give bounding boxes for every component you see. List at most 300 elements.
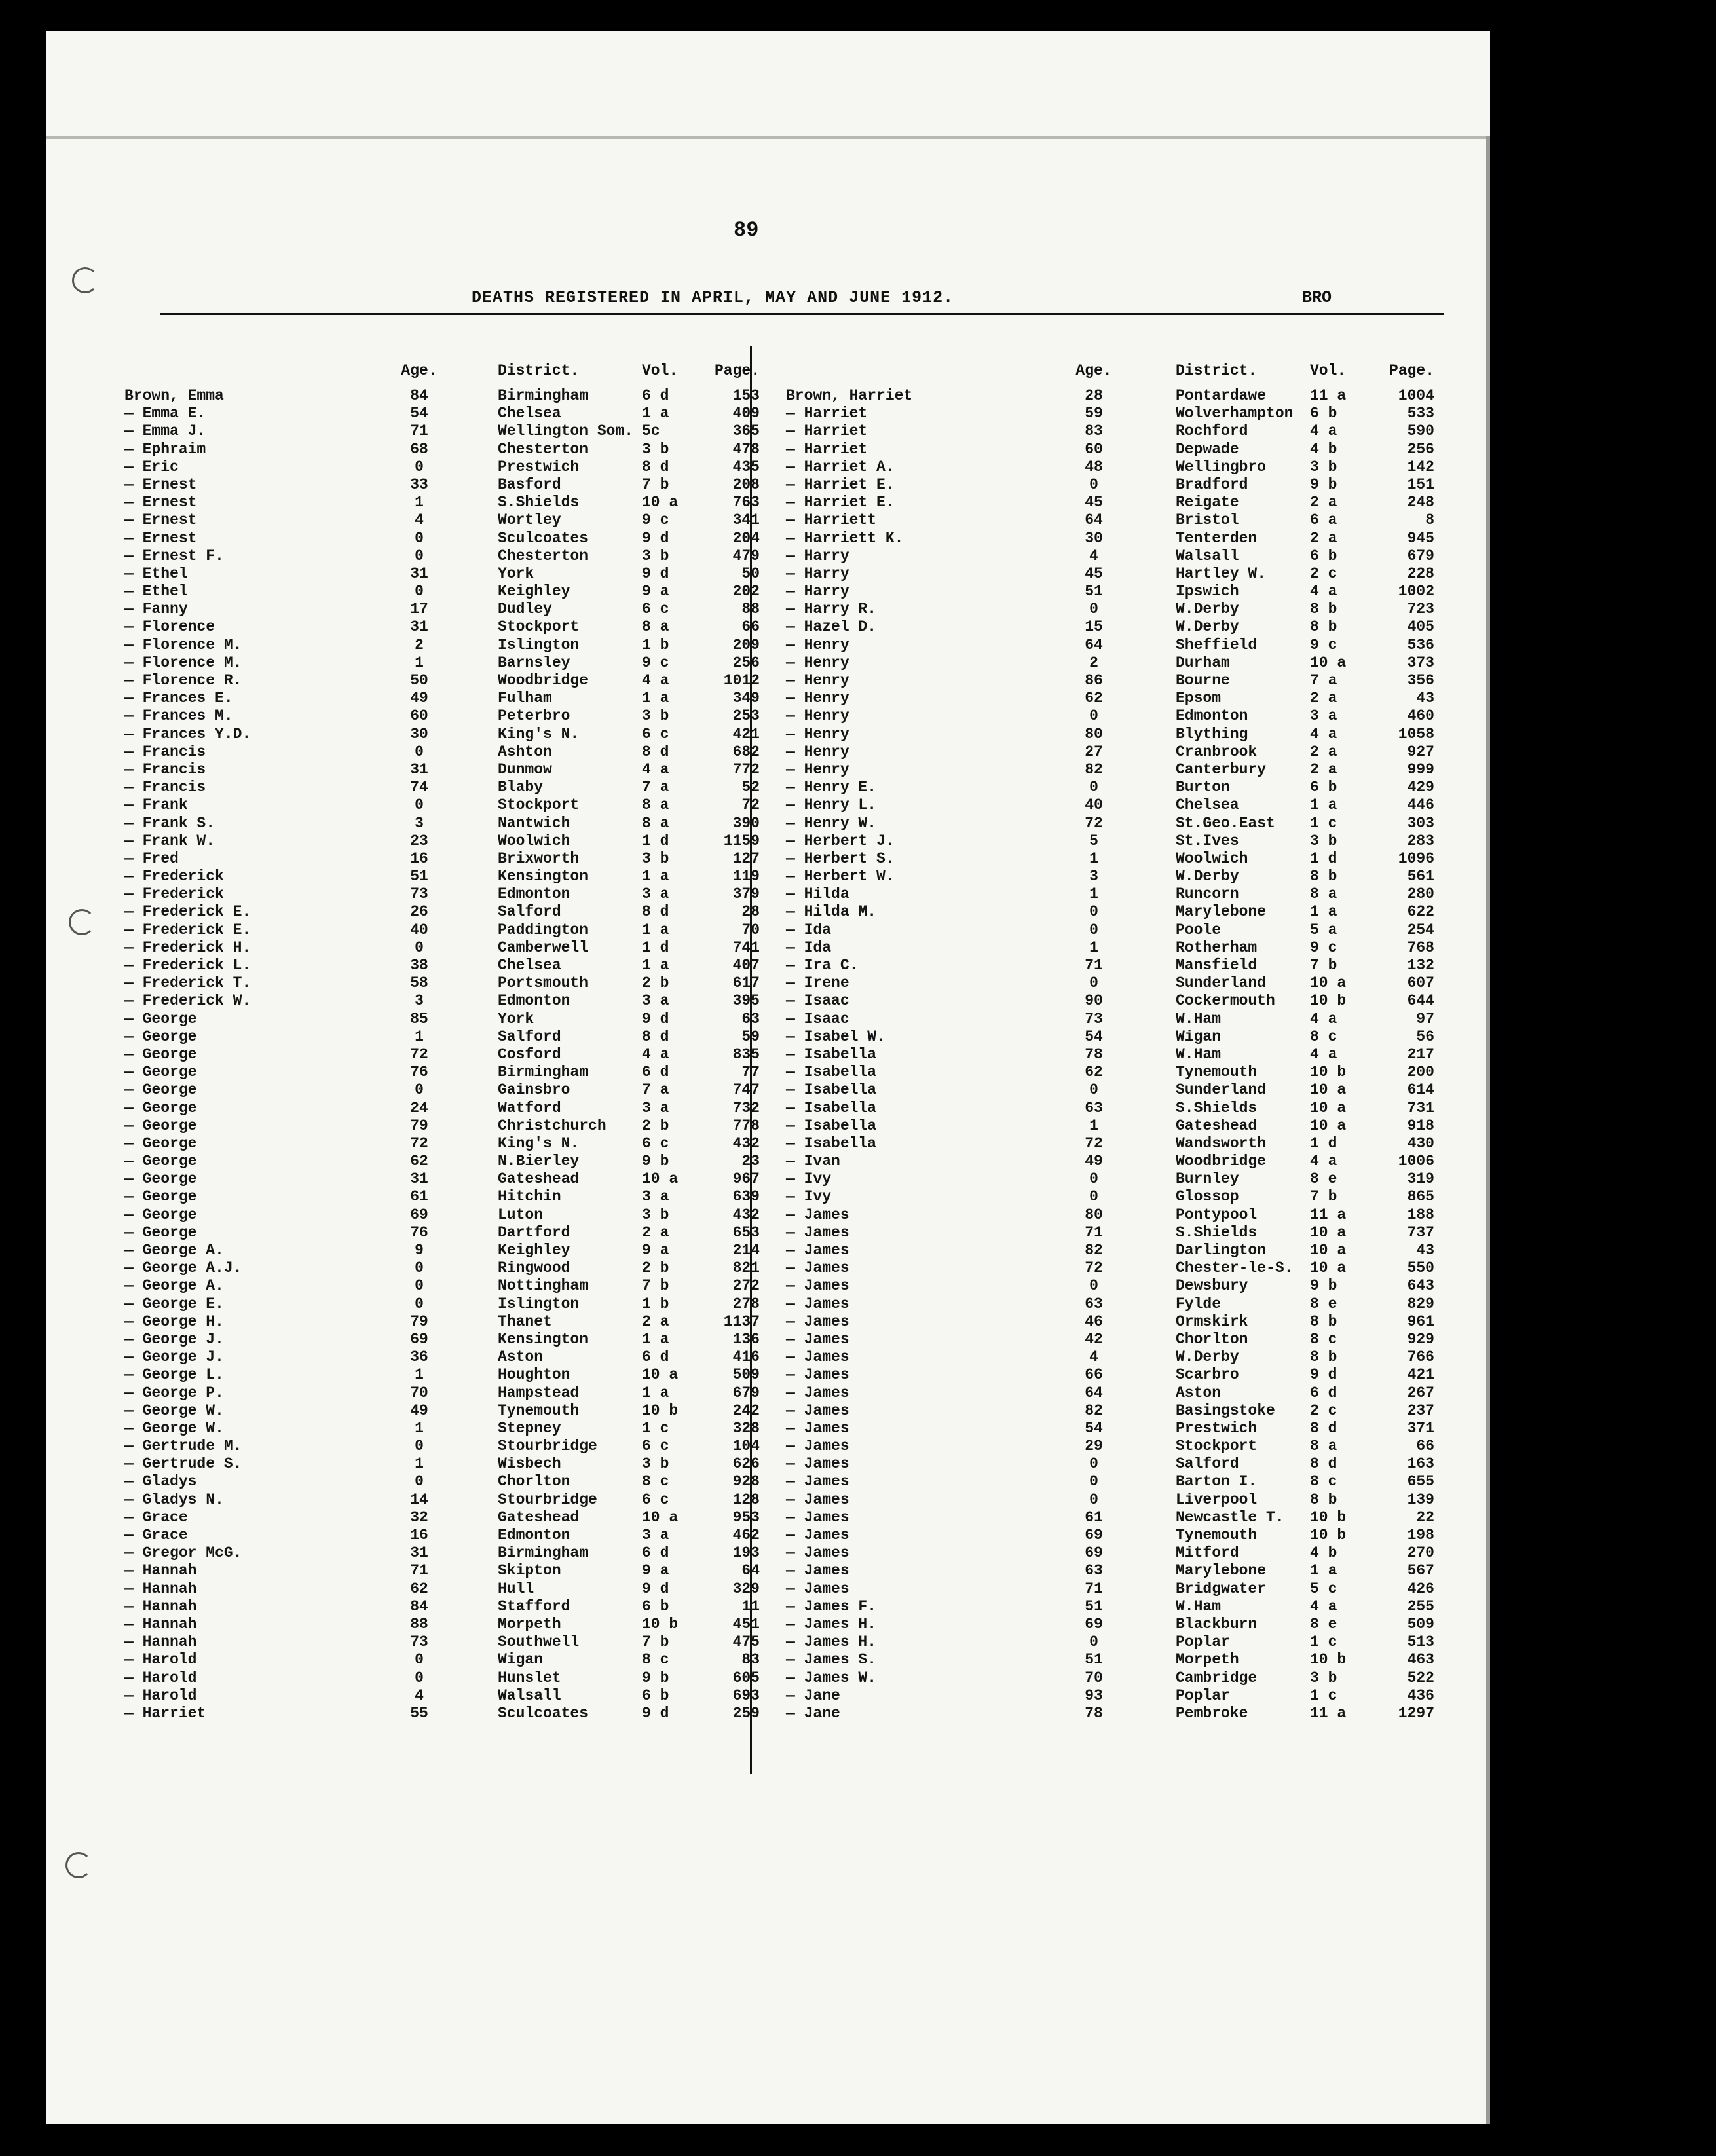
table-row [786,618,1434,636]
entry-age: 0 [1089,1170,1098,1188]
table-row [124,1544,773,1562]
entry-name: — James [786,1544,849,1562]
entry-age: 54 [410,405,428,422]
entry-page: 66 [741,618,760,636]
table-row [124,1011,773,1028]
entry-name: — Hilda [786,885,849,903]
entry-page: 513 [1407,1633,1434,1651]
entry-page: 653 [732,1223,760,1241]
table-row [124,1366,773,1384]
entry-district: Barton I. [1176,1473,1258,1491]
entry-age: 76 [410,1064,428,1081]
entry-name: — Ernest [124,529,197,547]
entry-age: 0 [1089,1277,1098,1295]
entry-page: 741 [732,939,760,956]
entry-page: 1006 [1398,1153,1434,1170]
entry-volume: 6 d [642,1544,669,1562]
entry-name: — George A.J. [124,1259,242,1277]
table-row [124,1028,773,1046]
table-row [124,1420,773,1438]
entry-age: 62 [1085,690,1103,707]
entry-district: Stafford [498,1597,570,1615]
entry-name: — Frederick E. [124,921,252,939]
table-row [124,903,773,921]
table-row [786,690,1434,707]
entry-age: 72 [1085,814,1103,832]
entry-district: Canterbury [1176,760,1267,778]
entry-name: — Isabella [786,1134,877,1152]
entry-page: 463 [1407,1651,1434,1669]
entry-volume: 6 c [642,1491,669,1508]
entry-district: Blackburn [1176,1615,1258,1633]
entry-age: 0 [1089,975,1098,992]
entry-name: — Frederick T. [124,975,252,992]
table-row [786,1420,1434,1438]
entry-district: Kensington [498,868,589,885]
entry-district: Salford [1176,1455,1239,1473]
entry-age: 40 [1085,796,1103,814]
table-row [786,1170,1434,1188]
entry-volume: 10 b [1310,1651,1347,1669]
entry-name: — George [124,1134,197,1152]
entry-age: 71 [410,1562,428,1580]
entry-age: 69 [410,1330,428,1348]
table-row [786,1348,1434,1366]
entry-name: — Ernest F. [124,547,224,565]
entry-volume: 7 b [642,475,669,493]
entry-district: Morpeth [1176,1651,1239,1669]
entry-name: — Harry R. [786,601,877,618]
entry-age: 16 [410,849,428,867]
entry-volume: 8 a [1310,1438,1337,1455]
entry-volume: 8 a [642,814,669,832]
entry-name: — Herbert W. [786,868,895,885]
entry-page: 451 [732,1615,760,1633]
entry-name: — George A. [124,1277,224,1295]
entry-volume: 8 b [1310,1491,1337,1508]
entry-district: Depwade [1176,440,1239,458]
entry-district: Chelsea [498,405,561,422]
entry-age: 55 [410,1704,428,1722]
entry-district: Sculcoates [498,529,589,547]
entry-age: 3 [1089,868,1098,885]
entry-page: 622 [1407,903,1434,921]
entry-page: 731 [1407,1099,1434,1117]
entry-age: 0 [1089,1188,1098,1206]
entry-district: Rotherham [1176,939,1258,956]
entry-page: 655 [1407,1473,1434,1491]
table-row [786,957,1434,975]
entry-age: 62 [410,1580,428,1597]
entry-age: 1 [1089,1117,1098,1134]
table-row [124,618,773,636]
right-column [786,362,1434,1722]
entry-age: 42 [1085,1330,1103,1348]
entry-age: 4 [1089,1348,1098,1366]
table-row [124,1385,773,1402]
entry-volume: 4 a [642,1045,669,1063]
table-row [124,1135,773,1153]
entry-volume: 6 c [642,725,669,743]
entry-age: 73 [1085,1010,1103,1028]
entry-age: 33 [410,475,428,493]
entry-page: 561 [1407,868,1434,885]
entry-age: 85 [410,1010,428,1028]
entry-name: — Harriet [786,440,868,458]
table-row [124,458,773,476]
entry-page: 153 [732,387,760,404]
entry-age: 0 [1089,1081,1098,1099]
entry-page: 407 [732,957,760,974]
entry-district: Edmonton [1176,707,1248,725]
entry-age: 70 [1085,1669,1103,1686]
entry-volume: 6 b [1310,779,1337,796]
entry-age: 51 [410,868,428,885]
entry-age: 61 [1085,1508,1103,1526]
entry-volume: 11 a [1310,387,1347,404]
entry-district: W.Derby [1176,1348,1239,1366]
entry-volume: 3 a [642,885,669,903]
entry-volume: 7 b [642,1633,669,1651]
entry-page: 929 [1407,1330,1434,1348]
entry-volume: 9 b [1310,475,1337,493]
entry-name: — Harriet [124,1704,206,1722]
entry-page: 188 [1407,1206,1434,1223]
entry-volume: 8 d [642,1028,669,1045]
entry-volume: 6 a [1310,511,1337,529]
entry-page: 644 [1407,992,1434,1010]
entry-age: 71 [1085,1580,1103,1597]
entry-name: — Ida [786,921,832,939]
entry-page: 43 [1416,690,1434,707]
entry-name: — James [786,1527,849,1544]
entry-volume: 3 b [642,1206,669,1223]
entry-district: Ringwood [498,1259,570,1277]
entry-volume: 3 a [1310,707,1337,725]
entry-page: 732 [732,1099,760,1117]
entry-volume: 5c [642,422,660,440]
entry-age: 82 [1085,1402,1103,1419]
entry-age: 71 [1085,1223,1103,1241]
entry-age: 1 [415,654,424,671]
entry-page: 967 [732,1170,760,1188]
entry-age: 0 [415,1259,424,1277]
entry-volume: 9 c [1310,636,1337,654]
entry-name: — Ira C. [786,957,859,974]
entry-page: 200 [1407,1064,1434,1081]
table-row [786,1153,1434,1170]
entry-page: 237 [1407,1402,1434,1419]
entry-age: 31 [410,760,428,778]
entry-page: 64 [741,1562,760,1580]
table-row [786,921,1434,939]
entry-name: — Ernest [124,494,197,511]
entry-page: 475 [732,1633,760,1651]
entry-name: — James [786,1455,849,1473]
table-row [124,690,773,707]
entry-name: — Frank [124,796,188,814]
table-row [124,476,773,494]
entry-age: 1 [415,1419,424,1437]
entry-name: — Henry [786,725,849,743]
entry-age: 3 [415,992,424,1010]
entry-page: 1297 [1398,1704,1434,1722]
table-row [124,494,773,511]
entry-volume: 2 a [642,1223,669,1241]
table-row [124,815,773,832]
entry-page: 409 [732,405,760,422]
entry-page: 8 [1425,511,1434,529]
entry-volume: 6 d [642,1348,669,1366]
entry-name: — Harold [124,1651,197,1669]
entry-volume: 10 a [1310,1223,1347,1241]
entry-district: Woodbridge [1176,1153,1267,1170]
table-row [786,779,1434,796]
entry-name: — Grace [124,1527,188,1544]
entry-name: — Harriet E. [786,475,895,493]
entry-district: Tynemouth [1176,1064,1258,1081]
entry-volume: 4 a [642,672,669,689]
entry-volume: 9 c [642,654,669,671]
table-row [786,1455,1434,1473]
entry-district: Chelsea [498,957,561,974]
table-row [124,565,773,583]
entry-age: 84 [410,387,428,404]
entry-age: 46 [1085,1312,1103,1330]
entry-district: Bridgwater [1176,1580,1267,1597]
punch-hole-icon [72,267,98,293]
entry-age: 51 [1085,1597,1103,1615]
entry-volume: 9 a [642,1242,669,1259]
entry-age: 0 [415,939,424,956]
entry-name: Brown, Harriet [786,387,913,404]
entry-district: Keighley [498,583,570,601]
left-column [124,362,773,1722]
entry-age: 1 [415,1028,424,1045]
entry-volume: 8 c [1310,1028,1337,1045]
entry-age: 29 [1085,1438,1103,1455]
entry-volume: 8 b [1310,1312,1337,1330]
entry-district: Woolwich [1176,849,1248,867]
entry-age: 0 [1089,1633,1098,1651]
entry-page: 953 [732,1508,760,1526]
entry-page: 132 [1407,957,1434,974]
entry-age: 0 [415,1473,424,1491]
district-header: District. [1176,362,1258,379]
entry-volume: 8 d [642,743,669,760]
table-row [124,1242,773,1259]
table-row [786,672,1434,690]
entry-page: 462 [732,1527,760,1544]
entry-age: 82 [1085,760,1103,778]
entry-district: Wellingbro [1176,458,1267,475]
table-row [124,1527,773,1544]
entry-district: Chester-le-S. [1176,1259,1294,1277]
entry-volume: 8 c [642,1473,669,1491]
entry-volume: 2 a [1310,760,1337,778]
entry-district: Birmingham [498,387,589,404]
entry-volume: 2 a [1310,690,1337,707]
entry-name: — Frederick L. [124,957,252,974]
table-row [786,1117,1434,1135]
entry-age: 71 [1085,957,1103,974]
entry-page: 56 [1416,1028,1434,1045]
entry-volume: 3 b [1310,1669,1337,1686]
entry-district: Stockport [498,796,580,814]
entry-name: — Gladys [124,1473,197,1491]
entry-volume: 4 a [1310,583,1337,601]
entry-name: — Isabella [786,1045,877,1063]
entry-name: — Harriet E. [786,494,895,511]
entry-volume: 10 a [1310,654,1347,671]
table-row [786,1473,1434,1491]
table-row [786,1011,1434,1028]
entry-volume: 3 b [642,707,669,725]
entry-age: 1 [415,1455,424,1473]
entry-district: Gateshead [1176,1117,1258,1134]
entry-age: 73 [410,885,428,903]
entry-volume: 1 c [1310,1633,1337,1651]
entry-page: 550 [1407,1259,1434,1277]
entry-district: Burnley [1176,1170,1239,1188]
entry-volume: 9 d [1310,1366,1337,1384]
table-row [786,1616,1434,1633]
entry-district: Stourbridge [498,1491,597,1508]
table-row [124,1402,773,1420]
entry-volume: 2 b [642,1259,669,1277]
entry-name: — James [786,1312,849,1330]
entry-name: — George [124,1045,197,1063]
entry-name: — Henry [786,707,849,725]
entry-name: — Frances M. [124,707,233,725]
entry-volume: 3 b [642,547,669,565]
entry-volume: 10 a [642,1170,679,1188]
table-row [786,1028,1434,1046]
entry-name: — Ephraim [124,440,206,458]
entry-volume: 8 d [642,458,669,475]
entry-name: — Eric [124,458,179,475]
entry-name: — Hannah [124,1562,197,1580]
entry-age: 63 [1085,1562,1103,1580]
entry-page: 679 [732,1384,760,1402]
entry-volume: 1 a [642,868,669,885]
index-code: BRO [1302,288,1332,307]
entry-age: 78 [1085,1704,1103,1722]
entry-page: 643 [1407,1277,1434,1295]
entry-page: 259 [732,1704,760,1722]
entry-age: 0 [415,796,424,814]
entry-age: 72 [410,1134,428,1152]
entry-age: 70 [410,1384,428,1402]
entry-page: 139 [1407,1491,1434,1508]
entry-volume: 4 a [1310,422,1337,440]
entry-name: — George J. [124,1330,224,1348]
table-row [786,1046,1434,1064]
entry-volume: 9 a [642,583,669,601]
entry-age: 60 [1085,440,1103,458]
entry-page: 319 [1407,1170,1434,1188]
entry-page: 460 [1407,707,1434,725]
table-row [786,850,1434,868]
table-row [786,476,1434,494]
entry-volume: 3 b [642,849,669,867]
entry-age: 51 [1085,583,1103,601]
entry-name: — Herbert S. [786,849,895,867]
entry-name: — George L. [124,1366,224,1384]
table-row [124,1153,773,1170]
entry-volume: 9 d [642,529,669,547]
entry-age: 4 [415,1686,424,1704]
table-row [124,1651,773,1669]
entry-district: King's N. [498,1134,580,1152]
entry-page: 267 [1407,1384,1434,1402]
table-row [124,868,773,885]
column-headers [124,362,773,387]
entry-volume: 2 a [642,1312,669,1330]
entry-volume: 3 b [1310,832,1337,849]
entry-page: 1159 [723,832,760,849]
entry-page: 617 [732,975,760,992]
entry-page: 142 [1407,458,1434,475]
entry-volume: 10 b [1310,992,1347,1010]
entry-volume: 4 a [642,760,669,778]
entry-age: 79 [410,1312,428,1330]
entry-name: — Hannah [124,1580,197,1597]
entry-district: St.Geo.East [1176,814,1275,832]
entry-name: — James [786,1473,849,1491]
entry-page: 446 [1407,796,1434,814]
table-row [786,1064,1434,1081]
header-rule [160,313,1444,315]
table-row [786,1385,1434,1402]
entry-name: — Gertrude M. [124,1438,242,1455]
table-row [124,1277,773,1295]
entry-volume: 9 b [642,1153,669,1170]
entry-page: 772 [732,760,760,778]
entry-age: 0 [415,1081,424,1099]
table-row [124,1046,773,1064]
entry-volume: 8 d [642,903,669,921]
vol-header: Vol. [642,362,679,379]
entry-name: — George A. [124,1242,224,1259]
entry-volume: 4 b [1310,440,1337,458]
entry-district: Skipton [498,1562,561,1580]
entry-page: 329 [732,1580,760,1597]
entry-age: 27 [1085,743,1103,760]
entry-volume: 7 b [1310,957,1337,974]
entry-name: — Isabella [786,1064,877,1081]
entry-age: 9 [415,1242,424,1259]
entry-page: 72 [741,796,760,814]
vol-header: Vol. [1310,362,1347,379]
entry-district: Dudley [498,601,552,618]
entry-district: Wortley [498,511,561,529]
entry-page: 77 [741,1064,760,1081]
entry-volume: 2 c [1310,565,1337,582]
entry-name: — Harry [786,583,849,601]
entry-page: 421 [1407,1366,1434,1384]
entry-name: — Henry [786,636,849,654]
entry-page: 83 [741,1651,760,1669]
page-number: 89 [734,218,759,242]
entry-page: 254 [1407,921,1434,939]
table-row [124,957,773,975]
entry-age: 45 [1085,565,1103,582]
entry-page: 682 [732,743,760,760]
entry-age: 69 [1085,1527,1103,1544]
table-row [124,1295,773,1313]
entry-name: — James H. [786,1633,877,1651]
